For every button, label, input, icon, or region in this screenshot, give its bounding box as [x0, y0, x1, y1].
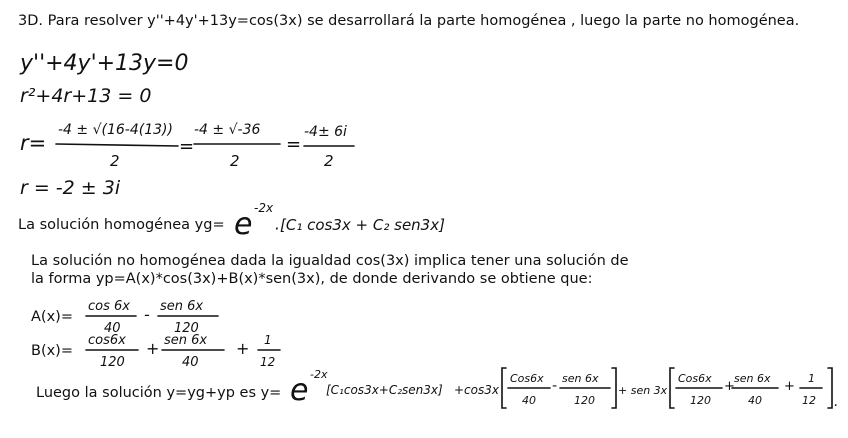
- ode-text: y''+4y'+13y=0: [20, 51, 189, 76]
- frac3-numerator: -4± 6i: [304, 124, 347, 140]
- equals-sign-2: =: [286, 134, 302, 155]
- A-num2: sen 6x: [160, 299, 204, 314]
- B-den1: 120: [100, 355, 125, 370]
- y-plus-cos: +cos3x: [454, 383, 499, 397]
- y-exp-base: e: [290, 373, 309, 408]
- A-label: A(x)=: [31, 309, 73, 325]
- B-den2: 40: [182, 355, 199, 370]
- yg-bracket: [C₁ cos3x + C₂ sen3x]: [280, 216, 445, 234]
- y-minus: -: [552, 378, 558, 394]
- frac1-numerator: -4 ± √(16-4(13)): [58, 122, 173, 138]
- frac2-numerator: -4 ± √-36: [194, 122, 261, 138]
- y-plus-3: +: [724, 379, 735, 394]
- B-num1: cos6x: [88, 333, 126, 348]
- B-label: B(x)=: [31, 343, 73, 359]
- y-f3-den: 120: [690, 394, 711, 407]
- B-plus2: +: [236, 339, 250, 358]
- frac1-bar: [56, 144, 178, 146]
- handwritten-final-solution: [288, 360, 844, 420]
- homogeneous-label: La solución homogénea yg=: [18, 217, 225, 233]
- r-label: r=: [20, 131, 47, 155]
- roots-text: r = -2 ± 3i: [20, 177, 121, 199]
- y-final-dot: .: [834, 394, 839, 410]
- y-f4-den: 40: [748, 394, 762, 407]
- yg-dot: ·: [274, 219, 280, 238]
- A-num1: cos 6x: [88, 299, 130, 314]
- y-exp-power: -2x: [310, 368, 328, 381]
- y-f1-num: Cos6x: [510, 372, 544, 385]
- y-f4-num: sen 6x: [734, 372, 771, 385]
- frac1-denominator: 2: [110, 152, 120, 170]
- B-plus1: +: [146, 339, 160, 358]
- final-solution-label: Luego la solución y=yg+yp es y=: [36, 385, 282, 401]
- B-num2: sen 6x: [164, 333, 208, 348]
- characteristic-text: r²+4r+13 = 0: [20, 85, 152, 107]
- y-f5-num: 1: [808, 372, 815, 385]
- A-den2: 120: [174, 321, 199, 336]
- y-bracket-2-right: [828, 368, 832, 408]
- y-f2-num: sen 6x: [562, 372, 599, 385]
- handwritten-characteristic-eq: [18, 80, 218, 112]
- y-bracket-1-right: [612, 368, 616, 408]
- A-minus: -: [144, 305, 150, 324]
- B-num3: 1: [264, 333, 272, 347]
- frac3-denominator: 2: [324, 152, 334, 170]
- handwritten-ode: [18, 44, 218, 80]
- y-plus-sen: + sen 3x: [618, 384, 668, 397]
- y-c-part: [C₁cos3x+C₂sen3x]: [326, 383, 443, 397]
- B-den3: 12: [260, 355, 276, 369]
- y-f5-den: 12: [802, 394, 816, 407]
- y-f3-num: Cos6x: [678, 372, 712, 385]
- y-f2-den: 120: [574, 394, 595, 407]
- handwritten-roots: [18, 172, 198, 204]
- problem-statement: 3D. Para resolver y''+4y'+13y=cos(3x) se desarrollará la parte homogénea , luego la parte no homogénea.: [18, 13, 800, 29]
- handwritten-homogeneous-solution: [232, 198, 452, 244]
- handwritten-quadratic-formula: [18, 116, 358, 176]
- equals-sign-1: =: [179, 136, 195, 157]
- frac2-denominator: 2: [230, 152, 240, 170]
- yg-exp-power: -2x: [254, 201, 274, 215]
- A-den1: 40: [104, 321, 121, 336]
- nonhomogeneous-line-1: La solución no homogénea dada la igualdad cos(3x) implica tener una solución de: [31, 253, 629, 269]
- yg-exp-base: e: [234, 207, 253, 242]
- handwritten-B-expression: [84, 330, 304, 374]
- y-f1-den: 40: [522, 394, 536, 407]
- y-bracket-2-left: [670, 368, 674, 408]
- y-bracket-1-left: [502, 368, 506, 408]
- y-plus-4: +: [784, 379, 795, 394]
- nonhomogeneous-line-2: la forma yp=A(x)*cos(3x)+B(x)*sen(3x), de donde derivando se obtiene que:: [31, 271, 593, 287]
